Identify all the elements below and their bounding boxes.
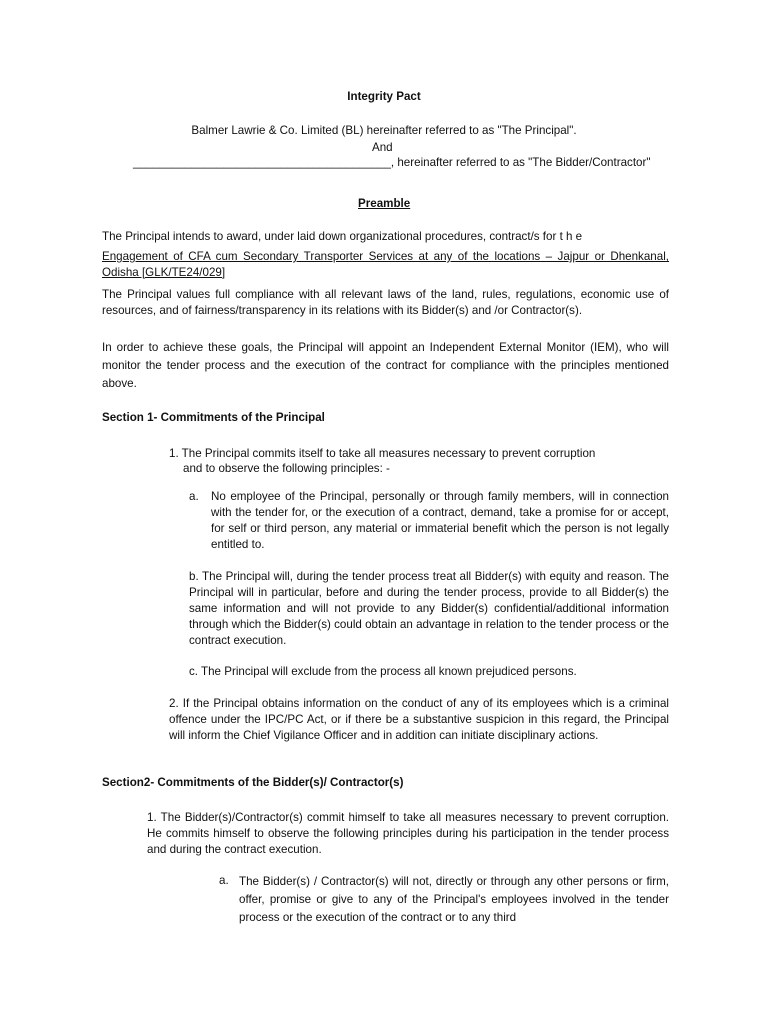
section1-heading: Section 1- Commitments of the Principal — [102, 411, 325, 424]
preamble-subject: Engagement of CFA cum Secondary Transporter Services at any of the locations – Jajpur or Dhenkanal, Odisha [GLK/TE24/029] — [102, 250, 669, 279]
principal-line: Balmer Lawrie & Co. Limited (BL) hereinafter referred to as "The Principal". — [191, 124, 577, 137]
document-title: Integrity Pact — [347, 90, 421, 103]
section2-heading: Section2- Commitments of the Bidder(s)/ Contractor(s) — [102, 776, 404, 789]
preamble-iem-paragraph: In order to achieve these goals, the Principal will appoint an Independent External Monitor (IEM), who will monitor the tender process and the execution of the contract for compliance with the principles mentioned above. — [102, 341, 669, 390]
preamble-intro: The Principal intends to award, under laid down organizational procedures, contract/s for t h e — [102, 230, 583, 243]
section2-item1-text: 1. The Bidder(s)/Contractor(s) commit himself to take all measures necessary to prevent corruption. He commits himself to observe the following principles during his participation in the tender process and during the contract execution. — [147, 811, 669, 856]
section1-item1-line1: 1. The Principal commits itself to take all measures necessary to prevent corruption — [169, 447, 596, 460]
preamble-heading: Preamble — [358, 197, 411, 210]
section1-item-c-text: c. The Principal will exclude from the process all known prejudiced persons. — [189, 665, 577, 678]
section1-item1-line2: and to observe the following principles: - — [183, 462, 390, 475]
section2-item-a-text: The Bidder(s) / Contractor(s) will not, directly or through any other persons or firm, offer, promise or give to any of the Principal's employees involved in the tender process or the execution of the contract or to any third — [239, 875, 669, 924]
bidder-line-text: , hereinafter referred to as "The Bidder/Contractor" — [390, 156, 651, 169]
section1-item-a-marker: a. — [189, 490, 199, 503]
section1-item2-text: 2. If the Principal obtains information on the conduct of any of its employees which is a criminal offence under the IPC/PC Act, or if there be a substantive suspicion in this regard, the Principal will inform the Chief Vigilance Officer and in addition can initiate disciplinary actions. — [169, 697, 669, 742]
preamble-compliance-paragraph: The Principal values full compliance with all relevant laws of the land, rules, regulations, economic use of resources, and of fairness/transparency in its relations with its Bidder(s) and /or Contractor(s). — [102, 288, 669, 317]
bidder-name-blank: ________________________________________ — [133, 156, 391, 169]
bidder-line — [133, 155, 650, 171]
section1-item-b-text: b. The Principal will, during the tender process treat all Bidder(s) with equity and reason. The Principal will in particular, before and during the tender process, provide to all Bidder(s) the same information and will not provide to any Bidder(s) confidential/additional information through which the Bidder(s) could obtain an advantage in relation to the tender process or the contract execution. — [189, 570, 669, 647]
section2-item-a-marker: a. — [219, 874, 229, 887]
section1-item-a-text: No employee of the Principal, personally or through family members, will in connection with the tender for, or the execution of a contract, demand, take a promise for or accept, for self or third person, any material or immaterial benefit which the person is not legally entitled to. — [211, 490, 669, 551]
and-line: And — [372, 141, 393, 154]
